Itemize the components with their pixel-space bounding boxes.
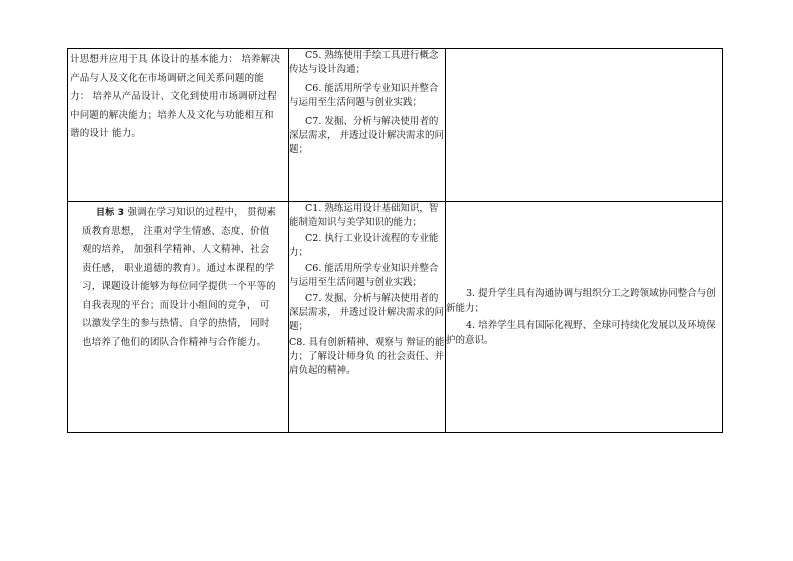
goal-description-text: 计思想并应用于具 体设计的基本能力： 培养解决产品与人及文化在市场调研之间关系问题的能力： 培养从产品设计、文化到使用市场调研过程中问题的解决能力；培养人及文化与功能相互和谐的设计 能力。 [70, 54, 281, 139]
competency-cell [289, 49, 446, 202]
goal-body: 强调在学习知识的过程中， 贯彻素质教育思想， 注重对学生情感、态度、价值观的培养， 加强科学精神、人文精神、社会责任感， 职业道德的教育）。通过本课程的学习，课题设计能够为每位同学提供一个平等的自我表现的平台；而设计小组间的竞争， 可以激发学生的参与热情、自学的热情， 同时也培养了他们的团队合作精神与合作能力。 [82, 207, 277, 348]
competency-item: C6. 能活用所学专业知识并整合与运用至生活问题与创业实践； [289, 83, 439, 108]
graduation-requirement-cell [446, 202, 723, 433]
table-row [68, 49, 723, 202]
table-row [68, 202, 723, 433]
competency-item: C5. 熟练使用手绘工具进行概念传达与设计沟通； [289, 50, 439, 75]
curriculum-table [67, 48, 723, 433]
goal-label: 目标 3 [96, 208, 125, 218]
competency-item: C8. 具有创新精神、观察与 辩证的能力；了解设计师身负 的社会责任、并肩负起的精神。 [289, 337, 445, 376]
graduation-requirement-cell [446, 49, 723, 202]
goal-description-text [68, 202, 288, 352]
competency-item: C1. 熟练运用设计基础知识，智能制造知识与美学知识的能力； [289, 203, 439, 228]
competency-item: C7. 发掘、分析与解决使用者的深层需求， 并透过设计解决需求的问题； [289, 293, 445, 332]
goal-description-cell [68, 202, 289, 433]
graduation-requirement-item: 4. 培养学生具有国际化视野、全球可持续化发展以及环境保护的意识。 [446, 320, 716, 346]
competency-cell [289, 202, 446, 433]
graduation-requirement-item: 3. 提升学生具有沟通协调与组织分工之跨领域协同整合与创新能力； [446, 288, 716, 314]
competency-item: C2. 执行工业设计流程的专业能力； [289, 233, 439, 258]
goal-description-cell [68, 49, 289, 202]
competency-item: C6. 能活用所学专业知识并整合与运用至生活问题与创业实践； [289, 263, 439, 288]
competency-item: C7. 发掘、分析与解决使用者的深层需求， 并透过设计解决需求的问题； [289, 116, 445, 155]
